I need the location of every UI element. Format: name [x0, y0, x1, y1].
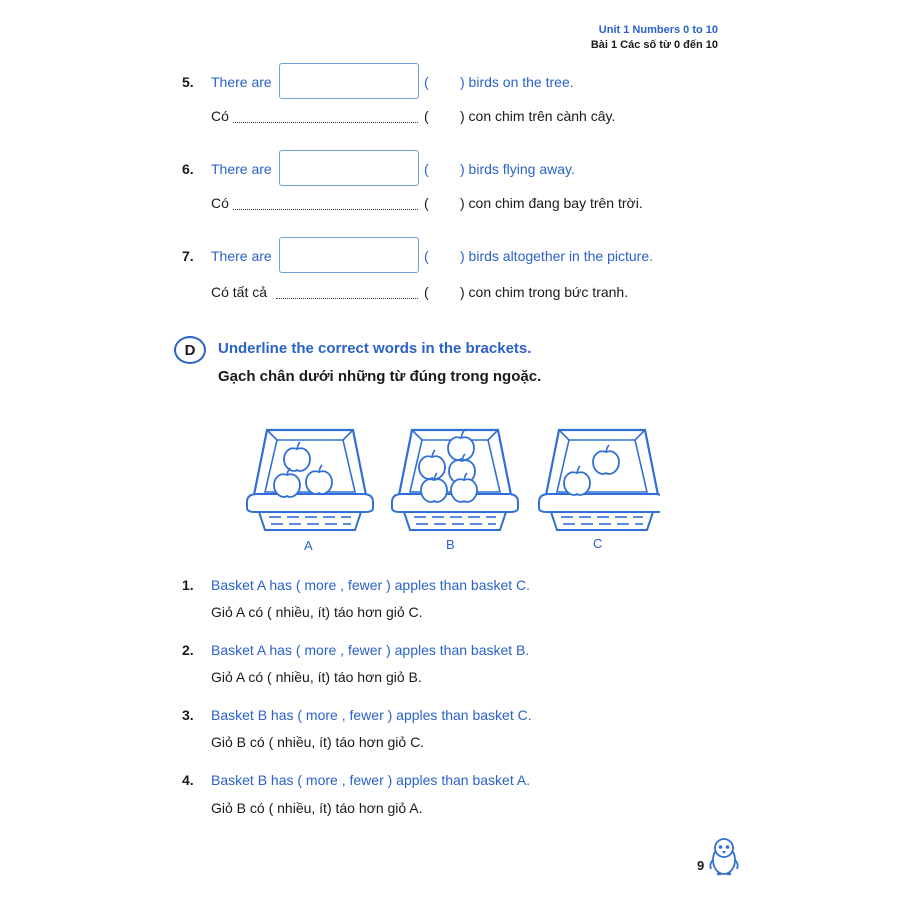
question-number: 6.	[182, 161, 194, 177]
basket-label-c: C	[593, 536, 603, 551]
question-prefix-en: There are	[211, 161, 272, 177]
question-suffix-vi: ) con chim trong bức tranh.	[460, 284, 629, 300]
question-text-vi[interactable]: Giỏ A có ( nhiều, ít) táo hơn giỏ C.	[211, 604, 423, 620]
basket-a	[247, 430, 373, 530]
question-prefix-vi: Có	[211, 195, 229, 211]
answer-box[interactable]	[279, 150, 419, 186]
question-number: 4.	[182, 772, 194, 788]
question-suffix-en: ) birds on the tree.	[460, 74, 574, 90]
paren-open: (	[424, 108, 429, 124]
paren-open: (	[424, 284, 429, 300]
question-number: 1.	[182, 577, 194, 593]
answer-dotted-line[interactable]	[233, 209, 418, 210]
question-prefix-vi: Có	[211, 108, 229, 124]
question-number: 2.	[182, 642, 194, 658]
question-text-vi[interactable]: Giỏ B có ( nhiều, ít) táo hơn giỏ A.	[211, 800, 423, 816]
page-number: 9	[697, 858, 705, 873]
question-prefix-en: There are	[211, 74, 272, 90]
section-d-title-en: Underline the correct words in the brackets.	[218, 340, 532, 357]
question-number: 7.	[182, 248, 194, 264]
question-text-vi[interactable]: Giỏ A có ( nhiều, ít) táo hơn giỏ B.	[211, 669, 422, 685]
question-text-vi[interactable]: Giỏ B có ( nhiều, ít) táo hơn giỏ C.	[211, 734, 425, 750]
unit-title: Unit 1 Numbers 0 to 10	[598, 24, 718, 36]
question-text-en[interactable]: Basket A has ( more , fewer ) apples than basket C.	[211, 577, 531, 593]
basket-b	[392, 430, 518, 530]
basket-label-b: B	[446, 537, 455, 552]
paren-open: (	[424, 74, 429, 90]
question-suffix-vi: ) con chim đang bay trên trời.	[460, 195, 643, 211]
question-prefix-vi: Có tất cả	[211, 284, 268, 300]
question-suffix-en: ) birds altogether in the picture.	[460, 248, 653, 264]
penguin-icon	[708, 836, 740, 878]
answer-dotted-line[interactable]	[233, 122, 418, 123]
question-text-en[interactable]: Basket A has ( more , fewer ) apples than basket B.	[211, 642, 530, 658]
question-text-en[interactable]: Basket B has ( more , fewer ) apples than basket C.	[211, 707, 532, 723]
question-prefix-en: There are	[211, 248, 272, 264]
basket-c	[539, 430, 660, 530]
section-d-title-vi: Gạch chân dưới những từ đúng trong ngoặc.	[218, 368, 542, 385]
question-number: 3.	[182, 707, 194, 723]
section-d-badge: D	[174, 336, 206, 364]
question-number: 5.	[182, 74, 194, 90]
paren-open: (	[424, 248, 429, 264]
answer-box[interactable]	[279, 63, 419, 99]
question-suffix-en: ) birds flying away.	[460, 161, 575, 177]
question-text-en[interactable]: Basket B has ( more , fewer ) apples than basket A.	[211, 772, 531, 788]
answer-box[interactable]	[279, 237, 419, 273]
lesson-title: Bài 1 Các số từ 0 đến 10	[590, 39, 718, 51]
paren-open: (	[424, 161, 429, 177]
basket-label-a: A	[304, 538, 313, 553]
paren-open: (	[424, 195, 429, 211]
question-suffix-vi: ) con chim trên cành cây.	[460, 108, 616, 124]
answer-dotted-line[interactable]	[276, 298, 418, 299]
